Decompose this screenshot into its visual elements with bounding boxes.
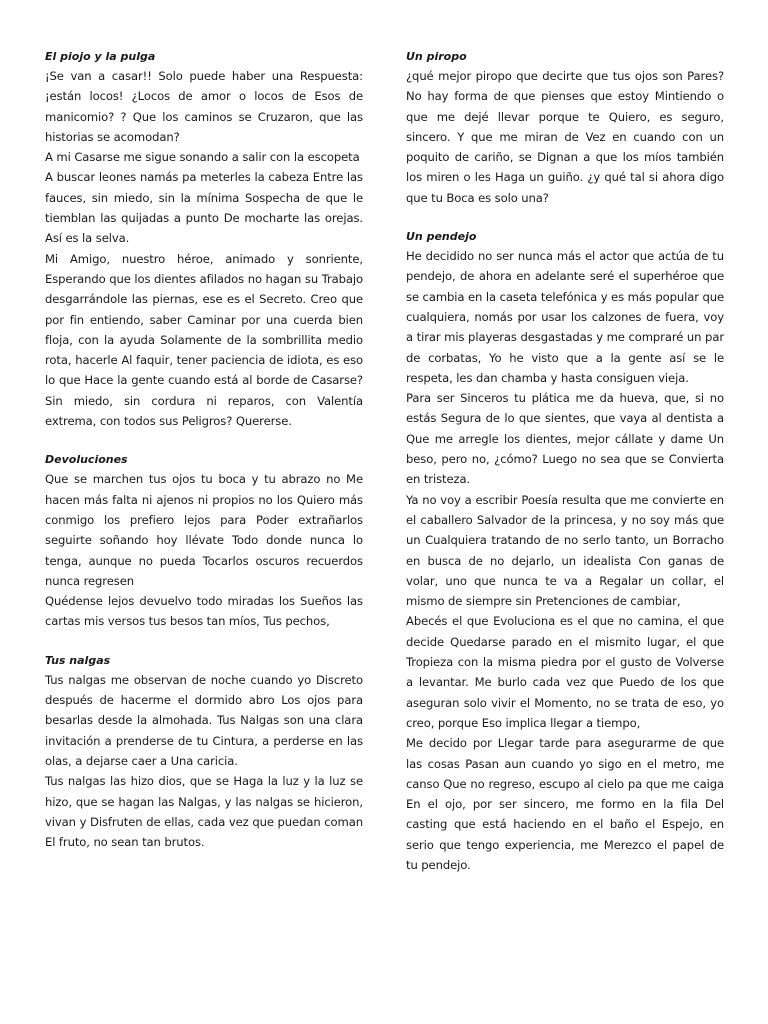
poem-paragraph: ¡Se van a casar!! Solo puede haber una Respuesta: ¡están locos! ¿Locos de amor o locos de Esos de manicomio? ? Que los caminos se Cruzaron, que las historias se acomodan? — [45, 69, 363, 144]
poem-paragraph: He decidido no ser nunca más el actor que actúa de tu pendejo, de ahora en adelante seré el superhéroe que se cambia en la caseta telefónica y es más popular que cualquiera, nomás por usar los calzones de fuera, voy a tirar mis playeras desgastadas y me compraré un par de corbatas, Yo he visto que a la gente así se le respeta, les dan chamba y hasta consiguen vieja. — [406, 249, 725, 385]
poem-paragraph: Tus nalgas me observan de noche cuando yo Discreto después de hacerme el dormido abro Los ojos para besarlas desde la almohada. Tus Nalgas son una clara invitación a prenderse de tu Cintura, a perderse en las olas, a dejarse caer a Una caricia. — [45, 672, 363, 768]
poem-paragraph: Abecés el que Evoluciona es el que no camina, el que decide Quedarse parado en el mismito lugar, el que Tropieza con la misma piedra por el gusto de Volverse a levantar. Me burlo cada vez que Puedo de los que aseguran solo vivir el Momento, no se trata de eso, yo creo, porque Eso implica llegar a tiempo, — [406, 614, 724, 730]
poem-tus-nalgas — [45, 654, 363, 853]
poem-paragraph: ¿qué mejor piropo que decirte que tus ojos son Pares? No hay forma de que pienses que estoy Mintiendo o que me dejé llevar porque te Quiero, es seguro, sincero. Y que me miran de Vez en cuando con un poquito de cariño, se Dignan a que los míos también los miren o les Haga un guiño. ¿y qué tal si ahora digo que tu Boca es solo una? — [406, 69, 724, 205]
poem-title: Un pendejo — [406, 230, 477, 244]
poem-paragraph: Quédense lejos devuelvo todo miradas los Sueños las cartas mis versos tus besos tan míos, Tus pechos, — [45, 594, 363, 629]
poem-paragraph: Tus nalgas las hizo dios, que se Haga la luz y la luz se hizo, que se hagan las Nalgas, y las nalgas se hicieron, vivan y Disfruten de ellas, cada vez que puedan coman El fruto, no sean tan brutos. — [45, 774, 363, 850]
left-column — [45, 50, 363, 874]
poem-paragraph: Ya no voy a escribir Poesía resulta que me convierte en el caballero Salvador de la princesa, y no soy más que un Cualquiera tratando de no serlo tanto, un Borracho en busca de no dejarlo, un idealista Con ganas de volar, uno que nunca te va a Regalar un collar, el mismo de siempre sin Pretenciones de cambiar, — [406, 492, 724, 609]
poem-un-piropo — [406, 50, 724, 208]
right-column — [406, 50, 724, 897]
poem-el-piojo-y-la-pulga — [45, 50, 363, 431]
poem-devoluciones — [45, 453, 363, 631]
poem-title: Un piropo — [406, 50, 467, 63]
poem-un-pendejo — [406, 230, 724, 875]
poem-paragraph: Para ser Sinceros tu plática me da hueva, que, si no estás Segura de lo que sientes, que vaya al dentista a Que me arregle los dientes, mejor cállate y dame Un beso, pero no, ¿cómo? Luego no sea que se Convierta en tristeza. — [406, 391, 724, 487]
poem-title: El piojo y la pulga — [45, 50, 156, 63]
poem-paragraph: Que se marchen tus ojos tu boca y tu abrazo no Me hacen más falta ni ajenos ni propios no los Quiero más conmigo los prefiero lejos para Poder extrañarlos seguirte soñando hoy llévate Todo donde nunca lo tenga, aunque no pueda Tocarlos oscuros recuerdos nunca regresen — [45, 472, 363, 588]
poem-title: Tus nalgas — [45, 653, 111, 667]
poem-paragraph: Me decido por Llegar tarde para asegurarme de que las cosas Pasan aun cuando yo sigo en el metro, me canso Que no regreso, escupo al cielo pa que me caiga En el ojo, por ser sincero, me formo en la fila Del casting que está haciendo en el baño el Espejo, en serio que tengo experiencia, me Merezco el papel de tu pendejo. — [406, 736, 724, 872]
poem-title: Devoluciones — [45, 453, 128, 467]
poem-paragraph: A buscar leones namás pa meterles la cabeza Entre las fauces, sin miedo, sin la mínima Sospecha de que le tiemblan las quijadas a punto De mocharte las orejas. Así es la selva. — [45, 170, 363, 246]
poem-paragraph: A mi Casarse me sigue sonando a salir con la escopeta — [45, 150, 360, 165]
poem-paragraph: Mi Amigo, nuestro héroe, animado y sonriente, Esperando que los dientes afilados no hagan su Trabajo desgarrándole las piernas, ese es el Secreto. Creo que por fin entiendo, saber Caminar por una cuerda bien floja, con la ayuda Solamente de la sombrillita medio rota, hacerle Al faquir, tener paciencia de idiota, es eso lo que Hace la gente cuando está al borde de Casarse? Sin miedo, sin cordura ni reparos, con Valentía extrema, con todos sus Peligros? Quererse. — [45, 251, 363, 429]
